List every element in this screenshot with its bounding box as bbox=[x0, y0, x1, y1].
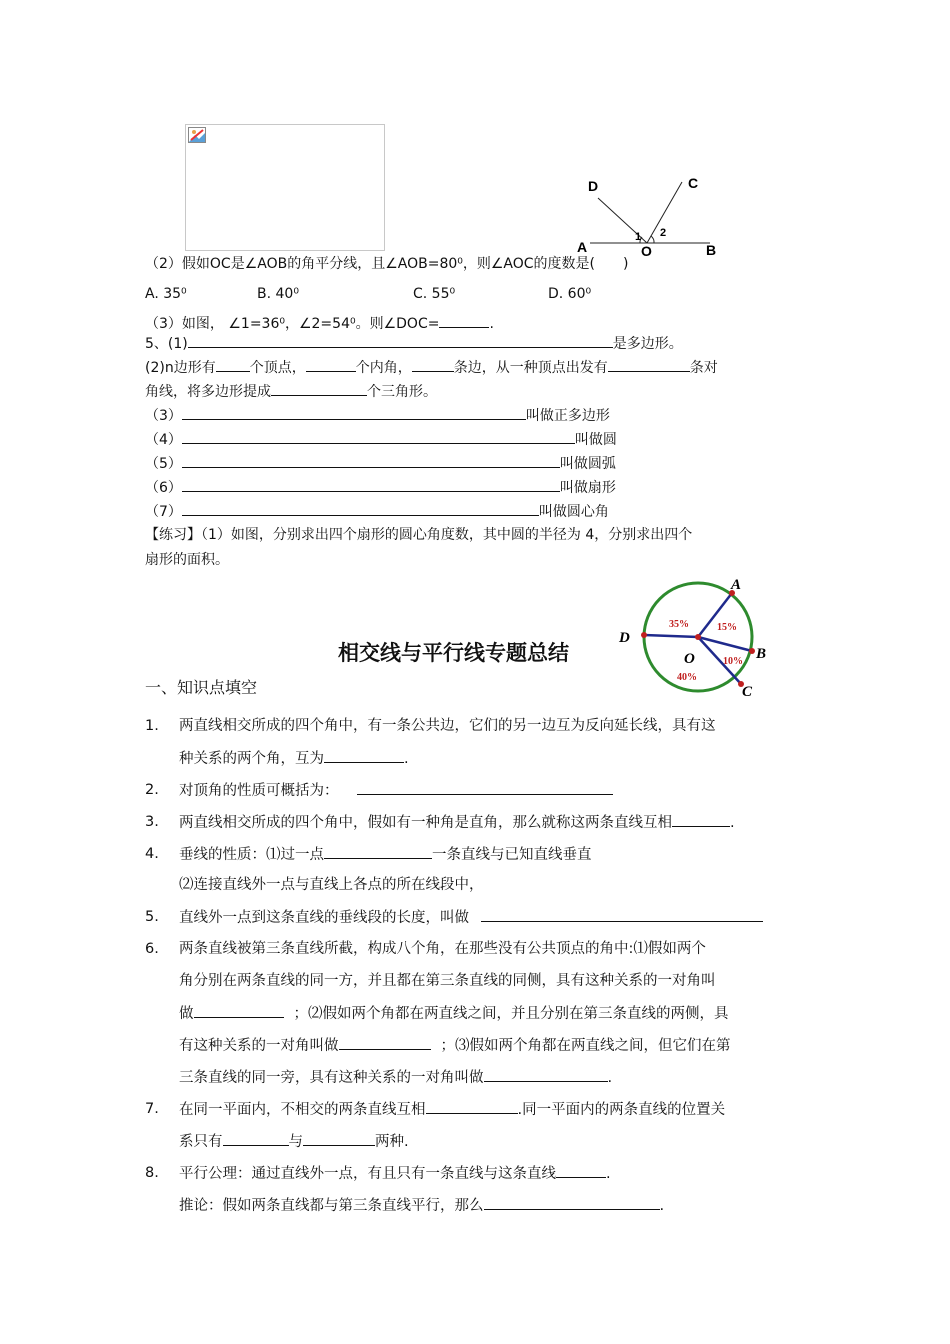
item-number: 7. bbox=[145, 1101, 159, 1117]
item7-line1 bbox=[179, 1099, 725, 1120]
q2-stem: （2）假如OC是∠AOB的角平分线，且∠AOB=80⁰，则∠AOC的度数是( ) bbox=[145, 256, 629, 272]
item8-blank-2[interactable] bbox=[484, 1195, 660, 1210]
q5-blank-arc[interactable] bbox=[182, 453, 560, 468]
item8-period: . bbox=[606, 1166, 611, 1182]
q2-option-c: C. 55⁰ bbox=[413, 286, 456, 302]
item-number: 6. bbox=[145, 941, 159, 957]
q5-text: 条对 bbox=[689, 360, 718, 376]
item7-text: 与 bbox=[288, 1134, 303, 1150]
label-B: B bbox=[706, 242, 717, 258]
item6-blank-2[interactable] bbox=[339, 1035, 431, 1050]
broken-image-icon bbox=[188, 127, 208, 145]
slice-10-label: 10% bbox=[723, 656, 743, 667]
item6-line5 bbox=[179, 1067, 612, 1088]
item2-blank[interactable] bbox=[357, 780, 613, 795]
q5-blank-1[interactable] bbox=[188, 333, 613, 348]
slice-15-label: 15% bbox=[717, 622, 737, 633]
item7-text: 在同一平面内，不相交的两条直线互相 bbox=[179, 1102, 426, 1118]
item6-text: 三条直线的同一旁，具有这种关系的一对角叫做 bbox=[179, 1070, 484, 1086]
label-C: C bbox=[688, 175, 699, 191]
label-angle1: 1 bbox=[635, 231, 642, 243]
item4-blank[interactable] bbox=[324, 844, 432, 859]
sector-circle-figure bbox=[612, 575, 782, 700]
circle-label-C: C bbox=[742, 684, 753, 700]
q5-line5 bbox=[145, 429, 617, 450]
label-O: O bbox=[641, 243, 652, 259]
label-angle2: 2 bbox=[660, 227, 667, 239]
q5-text: （3） bbox=[145, 408, 182, 424]
item3-period: . bbox=[730, 815, 735, 831]
item8-period: . bbox=[659, 1198, 665, 1214]
item-number: 3. bbox=[145, 814, 159, 830]
q5-text: （7） bbox=[145, 504, 182, 520]
q5-text: （6） bbox=[145, 480, 182, 496]
item7-blank-2[interactable] bbox=[223, 1131, 289, 1146]
q3-line bbox=[145, 313, 494, 334]
q5-line4 bbox=[145, 405, 610, 426]
q3-blank[interactable] bbox=[439, 313, 489, 328]
item6-text: ；⑶假如两个角都在两直线之间，但它们在第 bbox=[440, 1038, 731, 1054]
page-title: 相交线与平行线专题总结 bbox=[338, 640, 569, 665]
image-placeholder bbox=[185, 124, 385, 251]
item2-line1 bbox=[179, 780, 613, 801]
q5-text: 叫做圆心角 bbox=[538, 504, 609, 520]
practice-line2: 扇形的面积。 bbox=[145, 552, 229, 568]
q5-label: 5、(1) bbox=[145, 336, 188, 352]
practice-line1: 【练习】（1）如图，分别求出四个扇形的圆心角度数，其中圆的半径为 4，分别求出四个 bbox=[145, 527, 693, 543]
q2-option-d: D. 60⁰ bbox=[548, 286, 592, 302]
item-number: 1. bbox=[145, 718, 159, 734]
q5-blank-edges[interactable] bbox=[412, 357, 454, 372]
q5-line3 bbox=[145, 381, 437, 402]
q5-blank-circle[interactable] bbox=[182, 429, 575, 444]
q5-text: 叫做正多边形 bbox=[525, 408, 610, 424]
item4-line1 bbox=[179, 844, 592, 865]
q5-blank-angles[interactable] bbox=[306, 357, 356, 372]
item6-text: 做 bbox=[179, 1006, 194, 1022]
item7-blank-1[interactable] bbox=[426, 1099, 518, 1114]
q5-text: 个顶点， bbox=[249, 360, 306, 376]
q5-line2 bbox=[145, 357, 718, 378]
item6-line2: 角分别在两条直线的同一方，并且都在第三条直线的同侧，具有这种关系的一对角叫 bbox=[179, 973, 716, 989]
q5-text: (2)n边形有 bbox=[145, 360, 216, 376]
q5-text: 叫做圆弧 bbox=[559, 456, 616, 472]
q5-line6 bbox=[145, 453, 616, 474]
item8-text: 推论：假如两条直线都与第三条直线平行，那么 bbox=[179, 1198, 484, 1214]
q2-option-a: A. 35⁰ bbox=[145, 286, 187, 302]
item1-line2 bbox=[179, 748, 409, 769]
q5-text: 叫做圆 bbox=[574, 432, 617, 448]
item7-text: .同一平面内的两条直线的位置关 bbox=[517, 1102, 726, 1118]
item6-line1: 两条直线被第三条直线所截，构成八个角，在那些没有公共顶点的角中:⑴假如两个 bbox=[179, 941, 706, 957]
circle-label-D: D bbox=[619, 630, 630, 646]
q5-text: 角线，将多边形提成 bbox=[145, 384, 271, 400]
q3-text: （3）如图， ∠1=36⁰，∠2=54⁰。则∠DOC= bbox=[145, 316, 440, 332]
item7-blank-3[interactable] bbox=[303, 1131, 375, 1146]
item-number: 4. bbox=[145, 846, 159, 862]
q5-text: 个三角形。 bbox=[367, 384, 437, 400]
q5-text: 叫做扇形 bbox=[559, 480, 616, 496]
item6-line4 bbox=[179, 1035, 731, 1056]
q5-blank-regular-polygon[interactable] bbox=[182, 405, 526, 420]
item3-line1 bbox=[179, 812, 735, 833]
slice-35-label: 35% bbox=[669, 619, 689, 630]
item4-line2: ⑵连接直线外一点与直线上各点的所在线段中， bbox=[179, 877, 484, 893]
item1-text: 种关系的两个角，互为 bbox=[179, 751, 324, 767]
item-number: 8. bbox=[145, 1165, 159, 1181]
item-number: 5. bbox=[145, 909, 159, 925]
q3-period: . bbox=[489, 316, 494, 332]
q5-text: 条边，从一种顶点出发有 bbox=[453, 360, 608, 376]
item4-text: 一条直线与已知直线垂直 bbox=[432, 847, 592, 863]
slice-40-label: 40% bbox=[677, 672, 697, 683]
q5-text: 个内角， bbox=[355, 360, 412, 376]
item6-blank-1[interactable] bbox=[194, 1003, 284, 1018]
item3-blank[interactable] bbox=[672, 812, 730, 827]
item7-line2 bbox=[179, 1131, 409, 1152]
item8-blank-1[interactable] bbox=[556, 1163, 606, 1178]
item2-text: 对顶角的性质可概括为： bbox=[179, 783, 339, 799]
q5-text: 是多边形。 bbox=[612, 336, 683, 352]
q5-line7 bbox=[145, 477, 616, 498]
q5-blank-sector[interactable] bbox=[182, 477, 560, 492]
section-title: 一、知识点填空 bbox=[145, 678, 258, 697]
q5-text: （5） bbox=[145, 456, 182, 472]
angle-figure bbox=[570, 170, 730, 265]
q5-line8 bbox=[145, 501, 609, 522]
item6-period: . bbox=[607, 1070, 613, 1086]
item1-period: . bbox=[404, 751, 409, 767]
item1-line1: 两直线相交所成的四个角中，有一条公共边，它们的另一边互为反向延长线，具有这 bbox=[179, 718, 716, 734]
circle-label-A: A bbox=[731, 577, 742, 593]
label-A: A bbox=[577, 239, 588, 255]
item8-line1 bbox=[179, 1163, 611, 1184]
q5-blank-vertices[interactable] bbox=[216, 357, 250, 372]
item1-blank[interactable] bbox=[324, 748, 404, 763]
item5-line1 bbox=[179, 907, 763, 928]
circle-label-O: O bbox=[684, 651, 695, 667]
item6-line3 bbox=[179, 1003, 729, 1024]
circle-label-B: B bbox=[756, 646, 767, 662]
item-number: 2. bbox=[145, 782, 159, 798]
item5-text: 直线外一点到这条直线的垂线段的长度，叫做 bbox=[179, 910, 469, 926]
item3-text: 两直线相交所成的四个角中，假如有一种角是直角，那么就称这两条直线互相 bbox=[179, 815, 672, 831]
q5-blank-triangles[interactable] bbox=[271, 381, 367, 396]
item8-text: 平行公理：通过直线外一点，有且只有一条直线与这条直线 bbox=[179, 1166, 556, 1182]
item6-text: 有这种关系的一对角叫做 bbox=[179, 1038, 339, 1054]
item6-blank-3[interactable] bbox=[484, 1067, 608, 1082]
item8-line2 bbox=[179, 1195, 664, 1216]
q5-line1 bbox=[145, 333, 683, 354]
item6-text: ；⑵假如两个角都在两直线之间，并且分别在第三条直线的两侧，具 bbox=[293, 1006, 729, 1022]
item7-text: 系只有 bbox=[179, 1134, 223, 1150]
label-D: D bbox=[588, 178, 599, 194]
item4-text: 垂线的性质：⑴过一点 bbox=[179, 847, 324, 863]
item5-blank[interactable] bbox=[481, 907, 763, 922]
q2-option-b: B. 40⁰ bbox=[257, 286, 299, 302]
q5-blank-central-angle[interactable] bbox=[182, 501, 539, 516]
q5-text: （4） bbox=[145, 432, 182, 448]
item7-text: 两种. bbox=[375, 1134, 409, 1150]
q5-blank-diagonals[interactable] bbox=[608, 357, 690, 372]
